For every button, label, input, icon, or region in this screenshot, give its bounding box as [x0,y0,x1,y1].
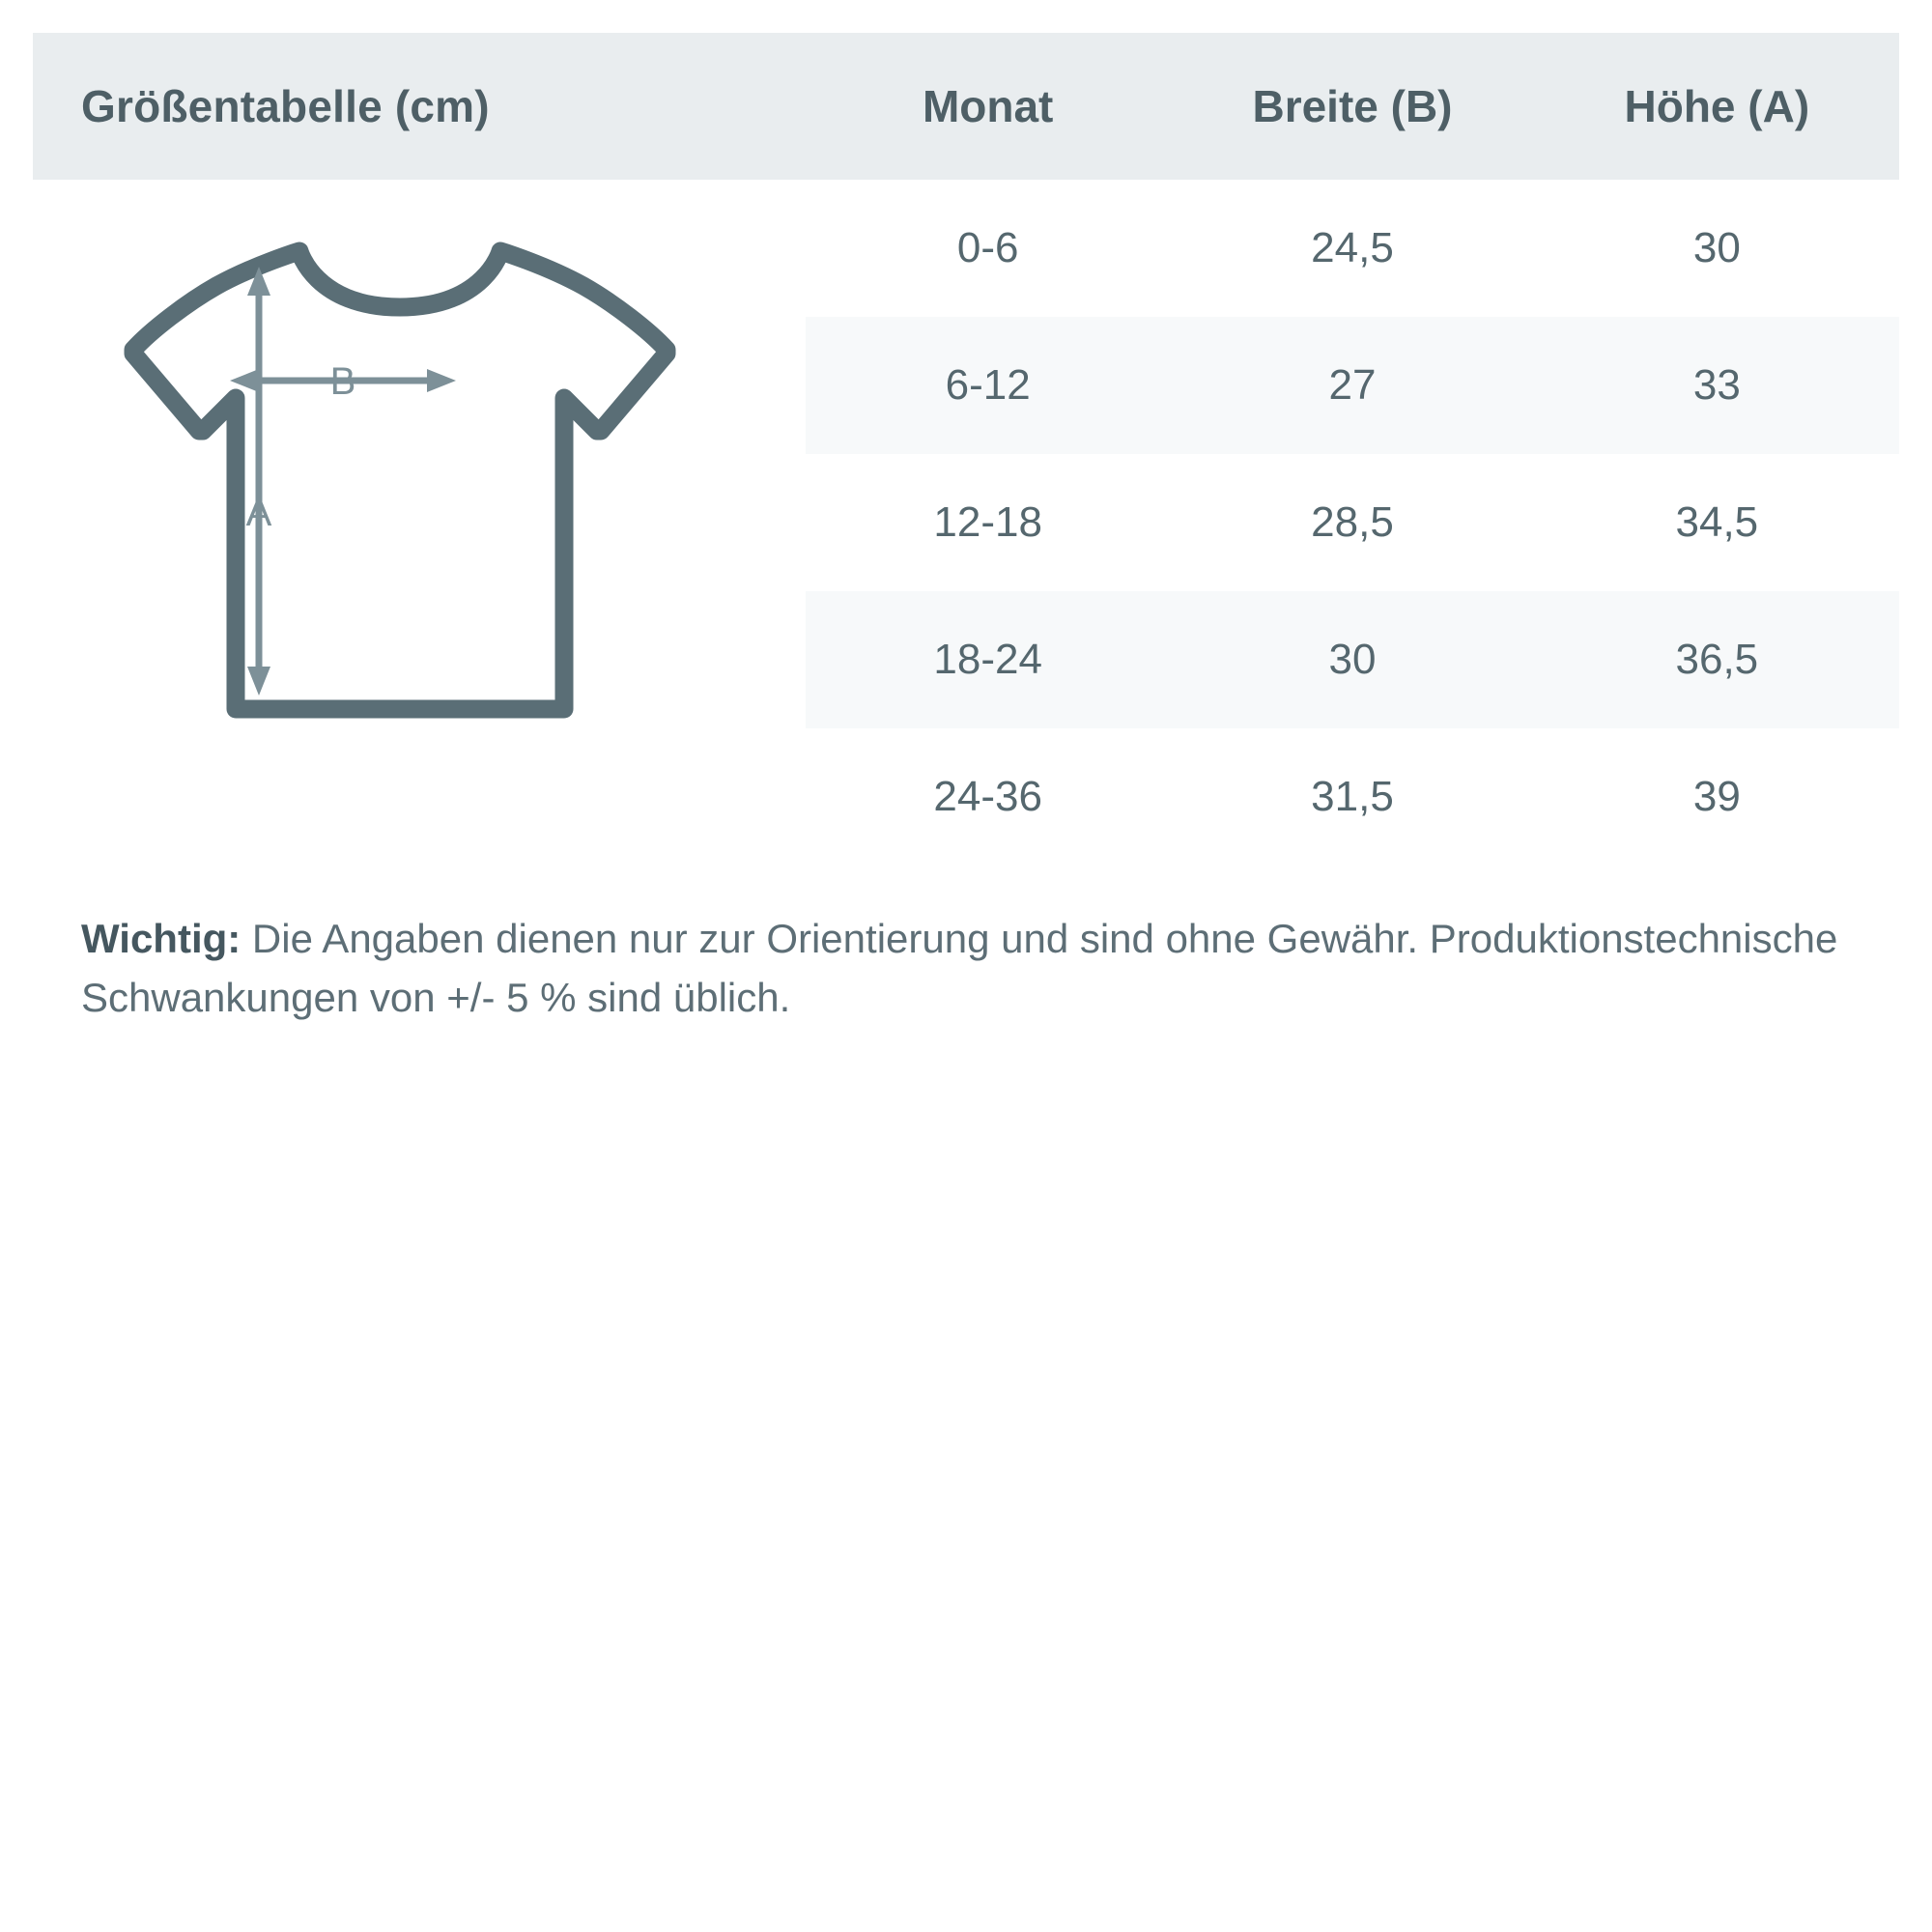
cell-hoehe: 36,5 [1675,636,1759,683]
label-width-b: B [329,360,356,403]
disclaimer-text: Die Angaben dienen nur zur Orientierung und sind ohne Gewähr. Produktionstechnische Schwankungen von +/- 5 % sind üblich. [81,916,1838,1020]
table-row [806,180,1899,317]
tshirt-icon [100,207,699,748]
measurements-table [806,180,1899,866]
cell-breite: 27 [1328,361,1377,409]
cell-breite: 24,5 [1311,224,1394,271]
column-header-hoehe: Höhe (A) [1624,81,1810,131]
cell-monat: 6-12 [945,361,1031,409]
table-row [806,454,1899,591]
table-header-row [33,33,1899,180]
cell-breite: 28,5 [1311,498,1394,546]
tshirt-illustration [33,180,806,753]
cell-breite: 31,5 [1311,773,1394,820]
cell-monat: 18-24 [933,636,1042,683]
cell-monat: 0-6 [956,224,1019,271]
table-row [806,728,1899,866]
cell-breite: 30 [1328,636,1377,683]
label-height-a: A [245,492,272,534]
page-title: Größentabelle (cm) [81,81,490,131]
table-row [806,317,1899,454]
disclaimer-note [33,910,1893,1028]
table-row [806,591,1899,728]
cell-hoehe: 30 [1692,224,1741,271]
cell-monat: 12-18 [933,498,1042,546]
table-body [33,180,1899,866]
cell-hoehe: 39 [1692,773,1741,820]
column-header-monat: Monat [922,81,1054,131]
size-chart [33,33,1899,1028]
column-header-breite: Breite (B) [1252,81,1453,131]
cell-hoehe: 33 [1692,361,1741,409]
disclaimer-lead: Wichtig: [81,916,242,961]
cell-hoehe: 34,5 [1675,498,1759,546]
cell-monat: 24-36 [933,773,1042,820]
